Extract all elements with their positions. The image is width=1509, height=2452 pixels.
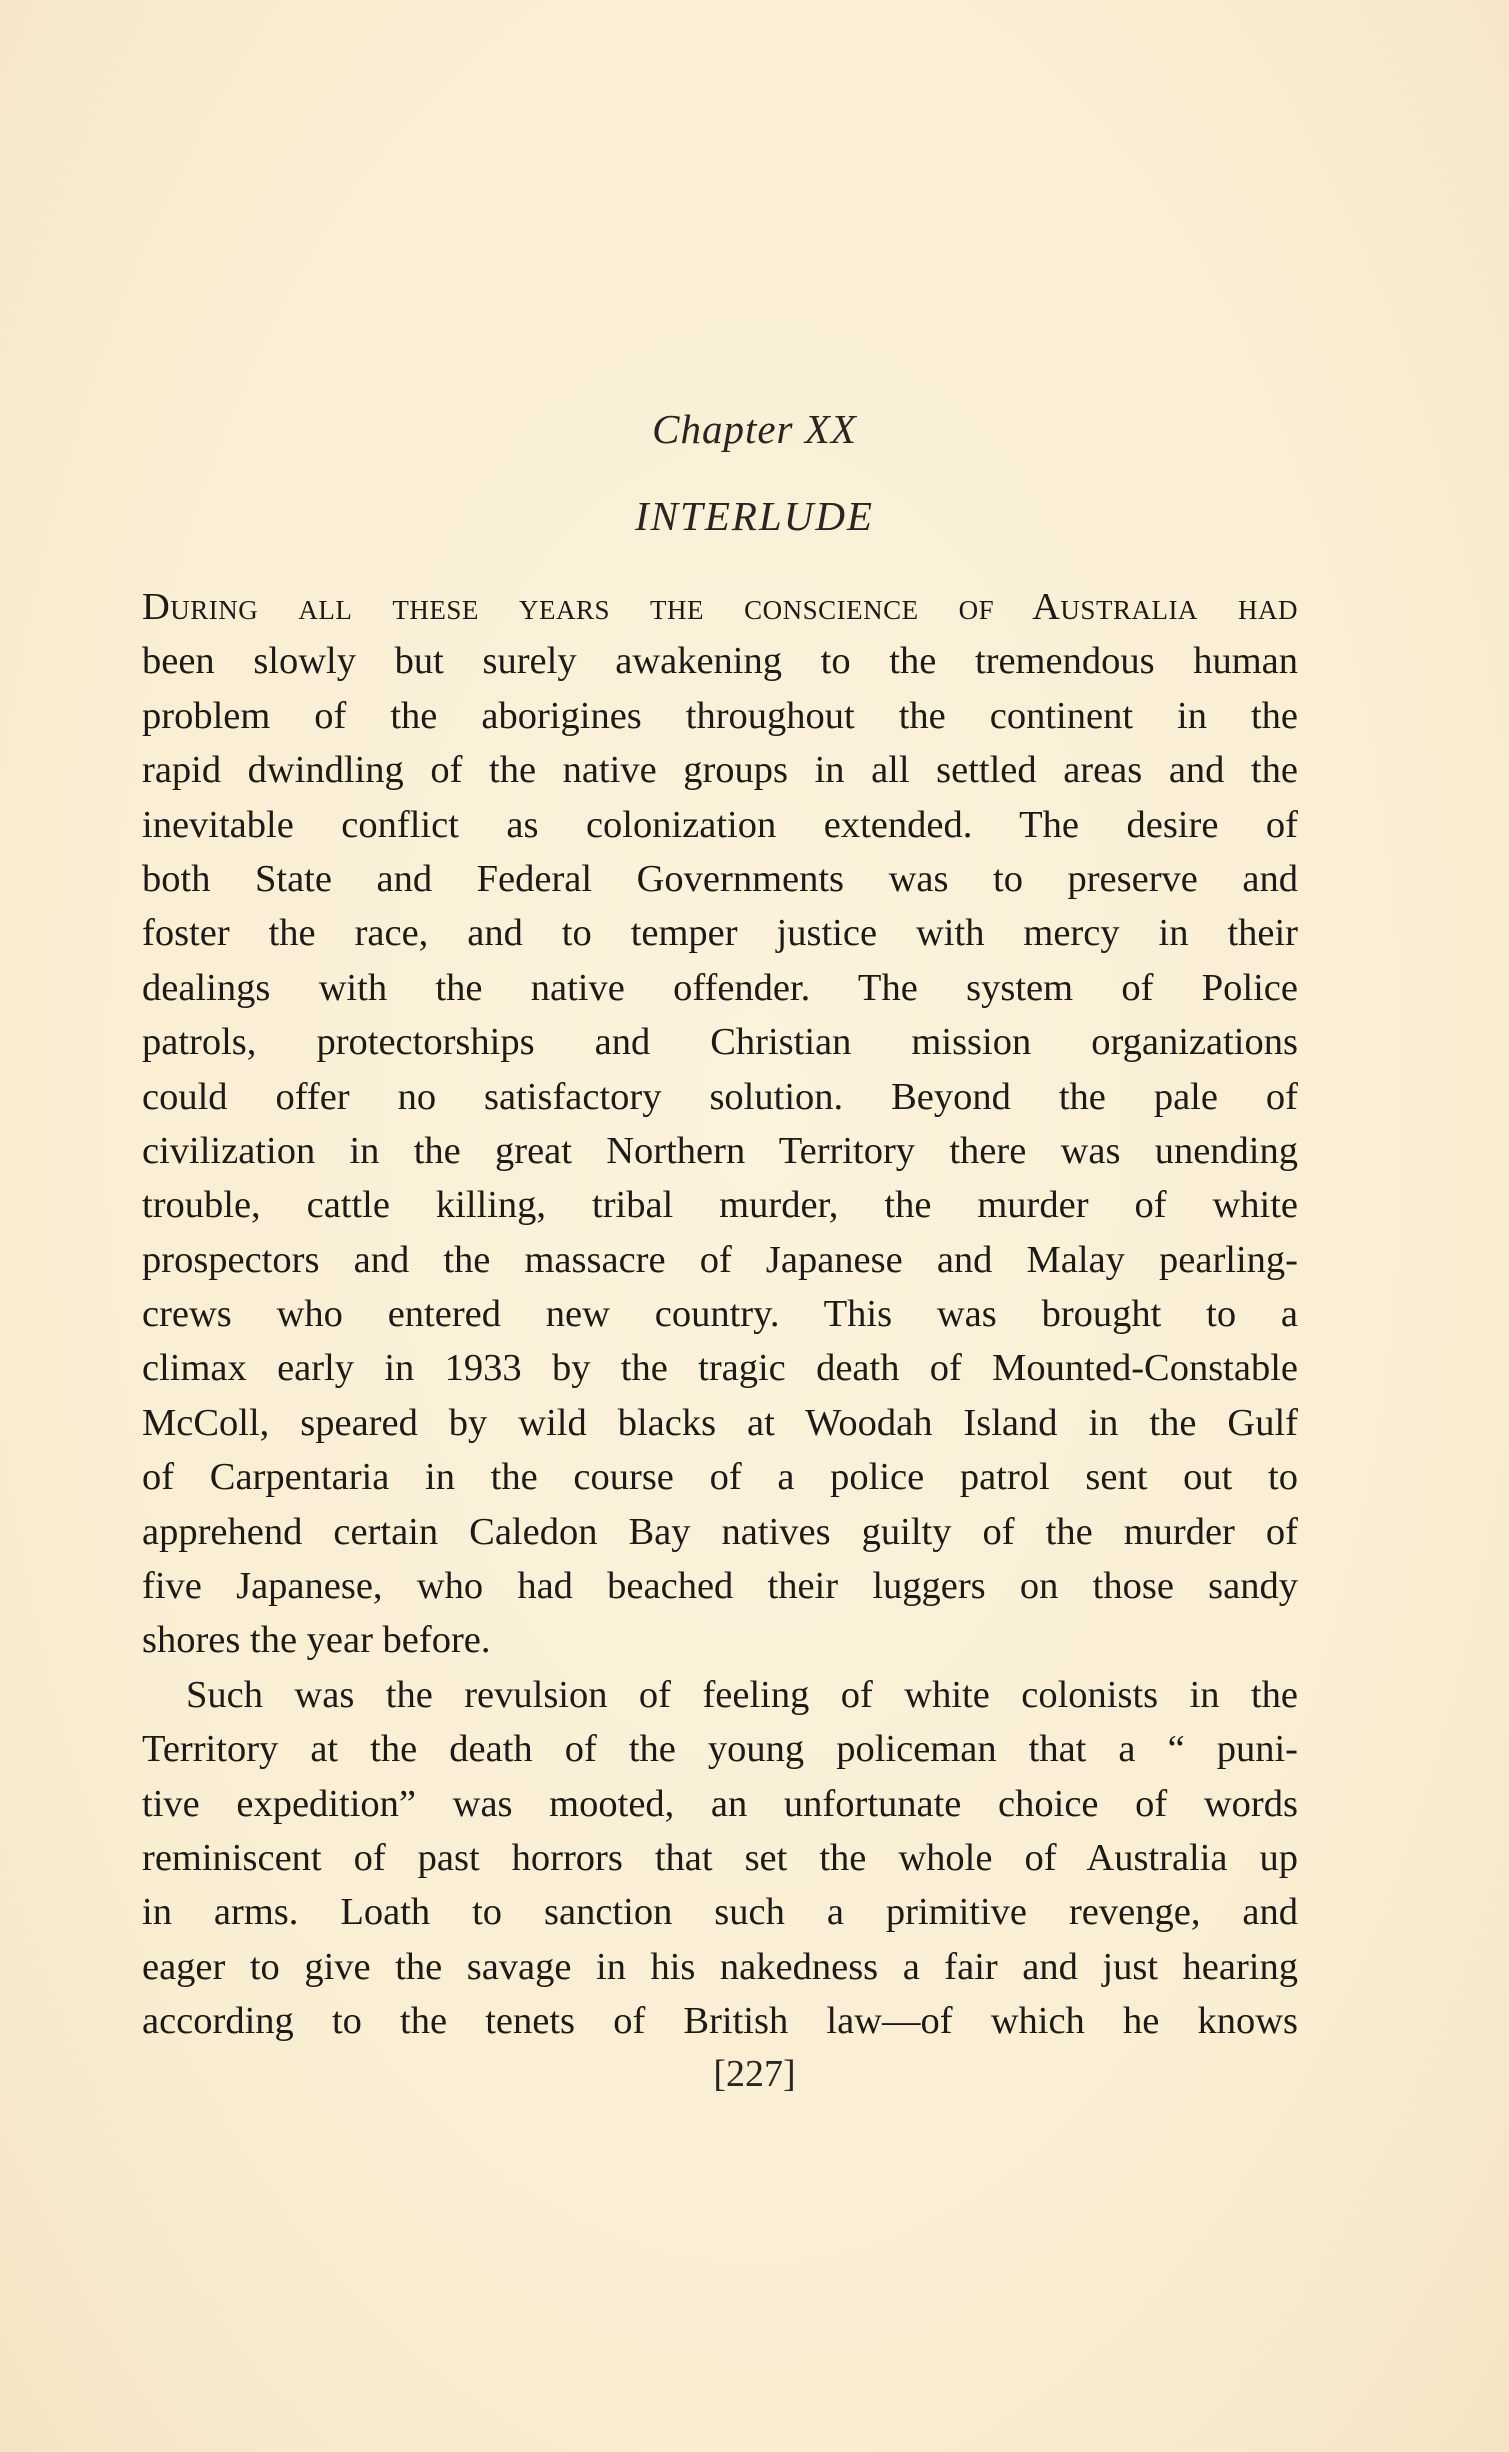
text-line: could offer no satisfactory solution. Beyond the pale of — [142, 1075, 1298, 1118]
text-line: shores the year before. — [142, 1619, 491, 1662]
text-line: been slowly but surely awakening to the tremendous human — [142, 640, 1298, 683]
text-line: civilization in the great Northern Territory there was unending — [142, 1129, 1298, 1172]
text-line: During all these years the conscience of Australia had — [142, 586, 1298, 628]
text-line: foster the race, and to temper justice with mercy in their — [142, 912, 1298, 955]
text-line: climax early in 1933 by the tragic death of Mounted-Constable — [142, 1347, 1298, 1390]
chapter-title: INTERLUDE — [635, 493, 874, 539]
body-text — [142, 580, 1298, 2049]
text-line: Territory at the death of the young policeman that a “ puni- — [142, 1728, 1298, 1771]
text-line: problem of the aborigines throughout the continent in the — [142, 694, 1298, 737]
text-line: five Japanese, who had beached their luggers on those sandy — [142, 1565, 1298, 1608]
text-line: eager to give the savage in his nakedness a fair and just hearing — [142, 1945, 1298, 1988]
text-line: inevitable conflict as colonization extended. The desire of — [142, 803, 1298, 846]
text-line: prospectors and the massacre of Japanese and Malay pearling- — [142, 1238, 1298, 1281]
text-line: dealings with the native offender. The system of Police — [142, 966, 1298, 1009]
text-line: McColl, speared by wild blacks at Woodah Island in the Gulf — [142, 1401, 1298, 1444]
text-line: of Carpentaria in the course of a police patrol sent out to — [142, 1456, 1298, 1499]
text-line: reminiscent of past horrors that set the whole of Australia up — [142, 1836, 1298, 1879]
text-line: rapid dwindling of the native groups in all settled areas and the — [142, 749, 1298, 792]
text-line: in arms. Loath to sanction such a primitive revenge, and — [142, 1891, 1298, 1934]
page-number: [227] — [713, 2053, 796, 2095]
text-line: Such was the revulsion of feeling of white colonists in the — [186, 1673, 1298, 1716]
text-line: both State and Federal Governments was to preserve and — [142, 857, 1298, 900]
chapter-heading: Chapter XX — [652, 406, 857, 452]
text-line: crews who entered new country. This was brought to a — [142, 1293, 1298, 1336]
text-line: patrols, protectorships and Christian mission organizations — [142, 1021, 1298, 1064]
text-line: tive expedition” was mooted, an unfortunate choice of words — [142, 1782, 1298, 1825]
text-line: trouble, cattle killing, tribal murder, the murder of white — [142, 1184, 1298, 1227]
text-line: apprehend certain Caledon Bay natives guilty of the murder of — [142, 1510, 1298, 1553]
text-line: according to the tenets of British law—of which he knows — [142, 2000, 1298, 2043]
